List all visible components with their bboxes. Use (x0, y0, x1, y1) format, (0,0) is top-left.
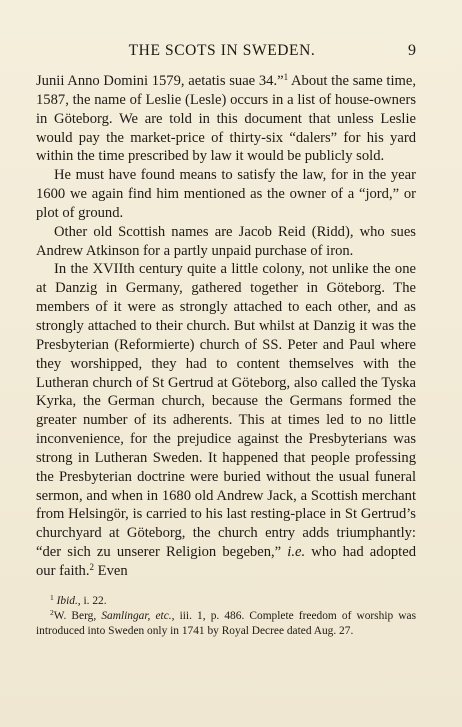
paragraph-1 (36, 72, 416, 166)
paragraph-4-text-b: who had adopted our faith. (36, 544, 416, 579)
paragraph-4 (36, 260, 416, 580)
footnote-2 (36, 609, 416, 639)
footnote-1-text: i. 22. (80, 595, 107, 607)
footnote-2-title: Samlingar, etc., (101, 610, 175, 623)
footnote-2-text: iii. 1, p. 486. Complete freedom of worship was introduced into Sweden only in 1741 by Royal Decree dated Aug. 27. (36, 610, 417, 638)
page-number: 9 (408, 42, 416, 59)
footnotes (36, 594, 416, 640)
footnote-1-mark: 1 (50, 593, 54, 602)
body-text (36, 72, 416, 581)
paragraph-1-text-a: Junii Anno Domini 1579, aetatis suae 34.” (36, 73, 284, 89)
paragraph-4-text-c: Even (94, 562, 128, 579)
paragraph-4-ie: i.e. (287, 544, 306, 561)
footnote-ref-1: 1 (283, 72, 289, 82)
running-title: THE SCOTS IN SWEDEN. (128, 42, 316, 59)
paragraph-1-text-b: About the same time, 1587, the name of Leslie (Lesle) occurs in a list of house-owners in Göteborg. We are told in this document that unless Leslie would pay the market-price of thirty-six “dalers” for his yard within the time prescribed by law it would be publicly sold. (36, 73, 416, 165)
footnote-1 (36, 594, 416, 609)
paragraph-4-text-a: In the XVIIth century quite a little colony, not unlike the one at Danzig in Germany, gathered together in Göteborg. The members of it were as strongly attached to each other, and as strongly attached to their church. But whilst at Danzig it was the Presbyterian (Reformierte) church of SS. Peter and Paul where they worshipped, they had to content themselves with the Lutheran church of St Gertrud at Göteborg, also called the Tyska Kyrka, the German church, because the Germans formed the greater number of its adherents. This at times led to no little inconvenience, for the prejudice against the Presbyterians was strong in Lutheran Sweden. It happened that people professing the Presbyterian doctrine were buried without the usual funeral sermon, and when in 1680 old Andrew Jack, a Scottish merchant from Helsingör, is carried to his last resting-place in St Gertrud’s churchyard at Göteborg, the church entry adds triumphantly: “der sich zu unserer Religion begeben,” (36, 261, 416, 561)
footnote-ref-2: 2 (89, 561, 94, 572)
footnote-2-mark: 2 (50, 608, 54, 618)
paragraph-3: Other old Scottish names are Jacob Reid (Ridd), who sues Andrew Atkinson for a partly unpaid purchase of iron. (36, 223, 416, 259)
footnote-2-author: W. Berg, (53, 610, 102, 623)
paragraph-2: He must have found means to satisfy the law, for in the year 1600 we again find him mentioned as the owner of a “jord,” or plot of ground. (36, 167, 416, 221)
page-header (36, 42, 416, 64)
footnote-1-ref: Ibid., (56, 595, 81, 607)
